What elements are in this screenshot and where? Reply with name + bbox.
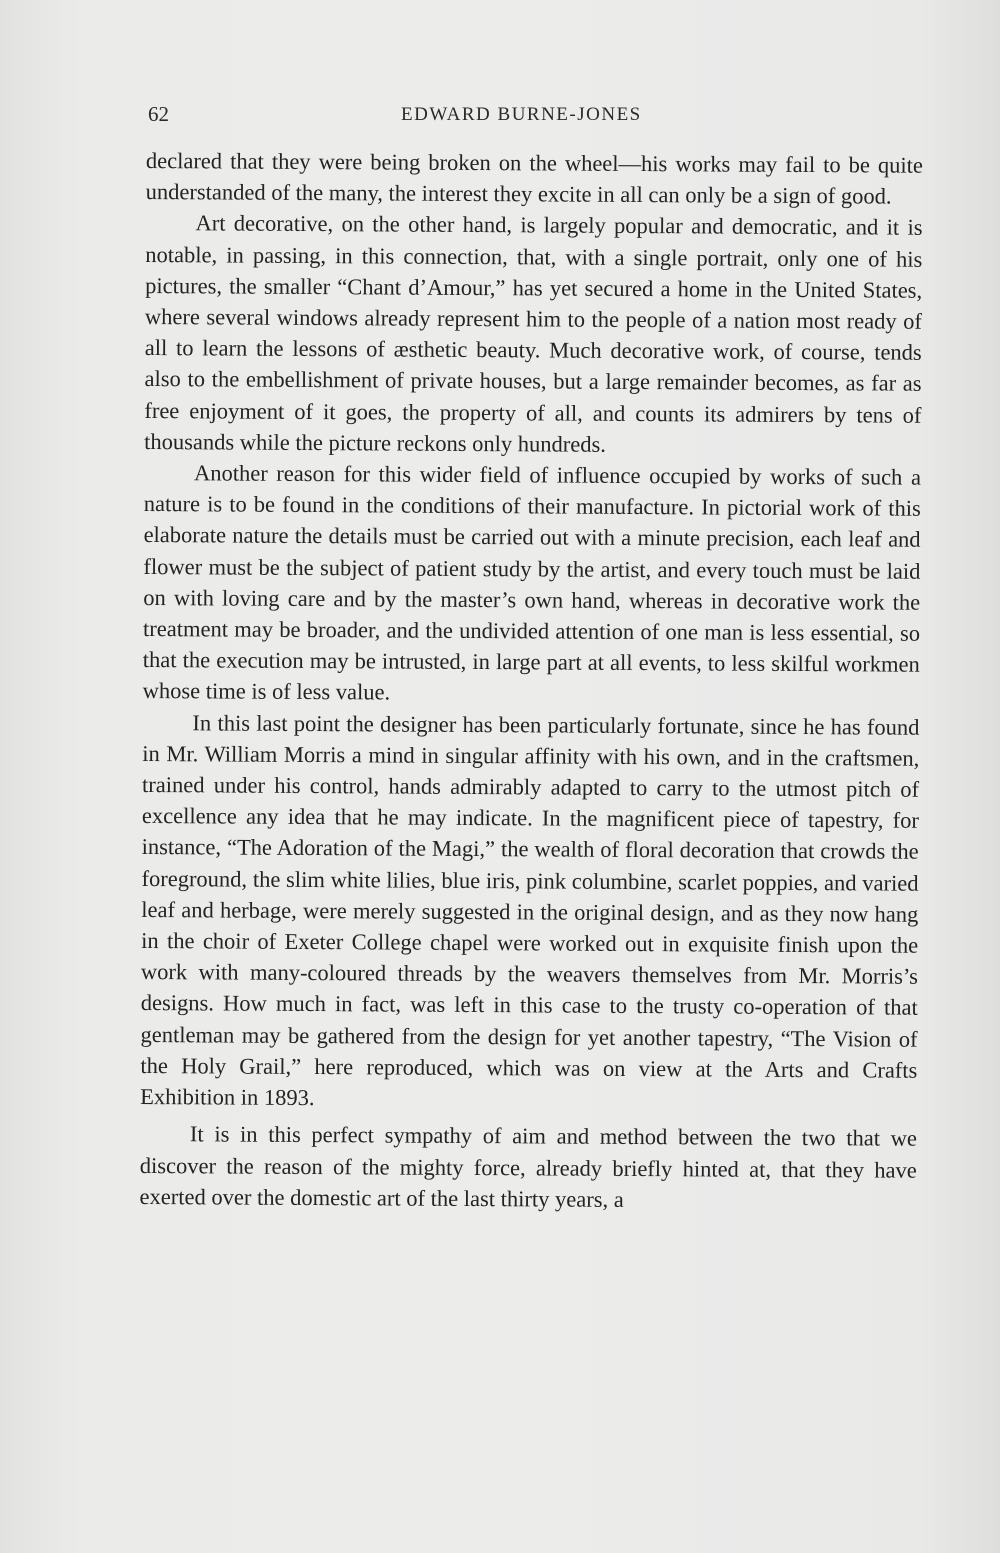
page-header	[148, 102, 923, 132]
paragraph-4: In this last point the designer has been particularly fortunate, since he has found in Mr. William Morris a mind in singular affinity with his own, and in the craftsmen, trained under his control, hands admirably adapted to carry to the utmost pitch of excellence any idea that he may indicate. In the magnificent piece of tapestry, for instance, “The Adoration of the Magi,” the wealth of floral decoration that crowds the foreground, the slim white lilies, blue iris, pink columbine, scarlet poppies, and varied leaf and herbage, were merely suggested in the original design, and as they now hang in the choir of Exeter College chapel were worked out in exquisite finish upon the work with many-coloured threads by the weavers themselves from Mr. Morris’s designs. How much in fact, was left in this case to the trusty co-operation of that gentleman may be gathered from the design for yet another tapestry, “The Vision of the Holy Grail,” here reproduced, which was on view at the Arts and Crafts Exhibition in 1893.	[140, 709, 920, 1111]
paragraph-3: Another reason for this wider field of influence occupied by works of such a nature is to be found in the conditions of their manufacture. In pictorial work of this elaborate nature the details must be carried out with a minute precision, each leaf and flower must be the subject of patient study by the artist, and every touch must be laid on with loving care and by the master’s own hand, whereas in decorative work the treatment may be broader, and the undivided attention of one man is less essential, so that the execution may be intrusted, in large part at all events, to less skilful workmen whose time is of less value.	[142, 460, 922, 705]
paragraph-1: declared that they were being broken on the wheel—his works may fail to be quite understanded of the many, the interest they excite in all can only be a sign of good.	[145, 147, 923, 209]
paragraph-2: Art decorative, on the other hand, is largely popular and democratic, and it is notable, in passing, in this connection, that, with a single portrait, only one of his pictures, the smaller “Chant d’Amour,” has yet secured a home in the United States, where several windows already represent him to the people of a nation most ready of all to learn the lessons of æsthetic beauty. Much decorative work, of course, tends also to the embellishment of private houses, but a large remainder becomes, as far as free enjoyment of it goes, the property of all, and counts its admirers by tens of thousands while the picture reckons only hundreds.	[144, 210, 923, 457]
running-head: EDWARD BURNE-JONES	[401, 104, 642, 125]
body-text	[139, 145, 923, 1217]
page-number: 62	[148, 102, 169, 126]
paragraph-5: It is in this perfect sympathy of aim and method between the two that we discover the reason of the mighty force, already briefly hinted at, that they have exerted over the domestic art of the last thirty years, a	[139, 1121, 918, 1212]
